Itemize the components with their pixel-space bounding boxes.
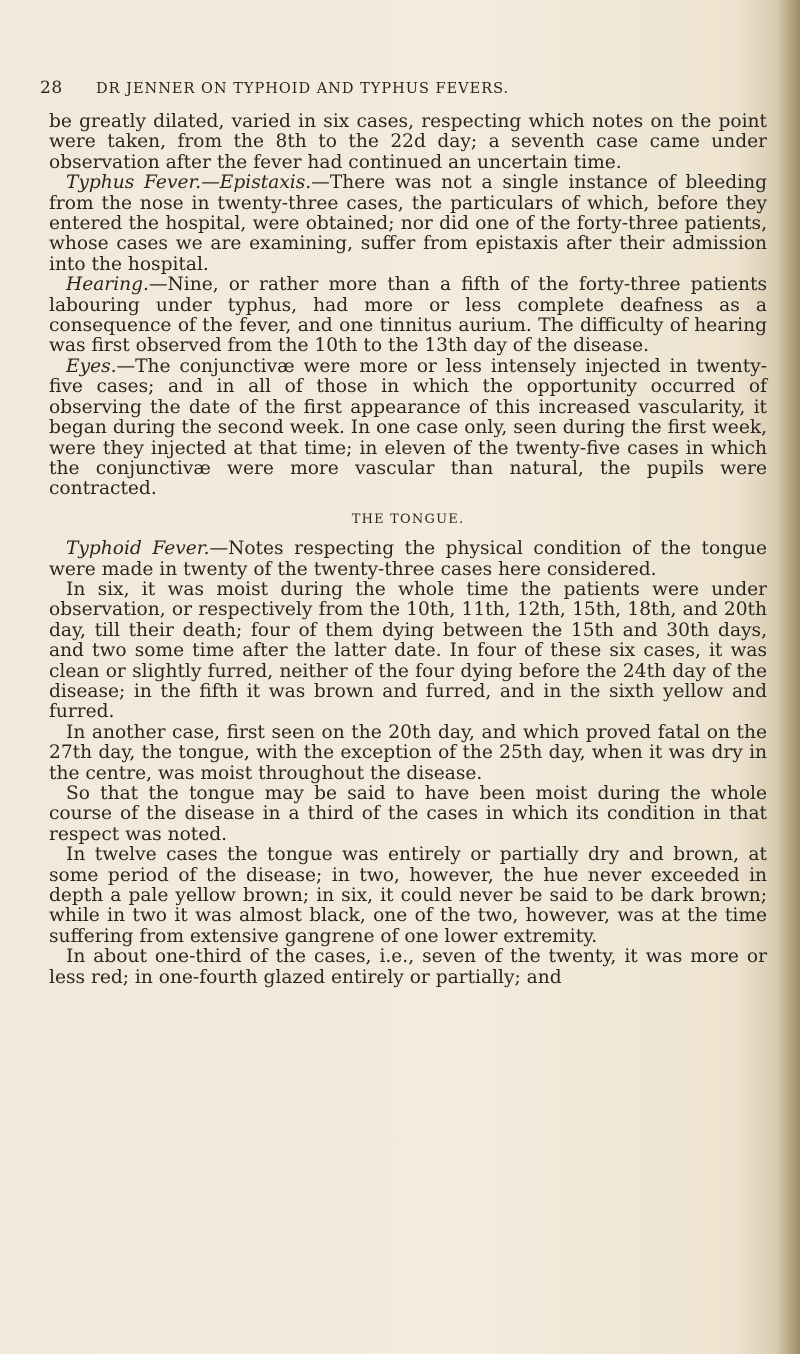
paragraph: be greatly dilated, varied in six cases, respecting which notes on the point were taken, from the 8th to the 22d day; a seventh case came under observation after the fever had continued an uncertain time.	[49, 111, 767, 173]
paragraph-lead: Typhus Fever.—Epistaxis.	[66, 172, 312, 194]
paragraph: So that the tongue may be said to have been moist during the whole course of the disease in a third of the cases in which its condition in that respect was noted.	[49, 783, 767, 845]
paragraph-lead: Hearing.	[66, 274, 149, 296]
paragraph: Hearing.—Nine, or rather more than a fifth of the forty-three patients labouring under typhus, had more or less complete deafness as a consequence of the fever, and one tinnitus aurium. The difficulty of hearing was first observed from the 10th to the 13th day of the disease.	[49, 274, 767, 357]
paragraph-lead: Eyes.	[66, 355, 117, 377]
body-text	[49, 112, 767, 988]
paragraph: In twelve cases the tongue was entirely or partially dry and brown, at some period of the disease; in two, however, the hue never exceeded in depth a pale yellow brown; in six, it could never be said to be dark brown; while in two it was almost black, one of the two, however, was at the time suffering from extensive gangrene of one lower extremity.	[49, 844, 767, 947]
paragraph: In six, it was moist during the whole time the patients were under observation, or respectively from the 10th, 11th, 12th, 15th, 18th, and 20th day, till their death; four of them dying between the 15th and 30th days, and two some time after the latter date. In four of these six cases, it was clean or slightly furred, neither of the four dying before the 24th day of the disease; in the fifth it was brown and furred, and in the sixth yellow and furred.	[49, 578, 767, 723]
paragraph: In another case, first seen on the 20th day, and which proved fatal on the 27th day, the tongue, with the exception of the 25th day, when it was dry in the centre, was moist throughout the disease.	[49, 721, 767, 784]
page-number: 28	[40, 78, 63, 98]
paragraph: Typhus Fever.—Epistaxis.—There was not a single instance of bleeding from the nose in twenty-three cases, the particulars of which, before they entered the hospital, were obtained; nor did one of the forty-three patients, whose cases we are examining, suffer from epistaxis after their admission into the hospital.	[49, 172, 767, 275]
section-heading: THE TONGUE.	[351, 511, 465, 527]
paragraph-lead: Typhoid Fever.	[66, 538, 210, 560]
running-title: DR JENNER ON TYPHOID AND TYPHUS FEVERS.	[96, 81, 510, 97]
paragraph: Eyes.—The conjunctivæ were more or less intensely injected in twenty-five cases; and in all of those in which the opportunity occurred of observing the date of the first appearance of this increased vascularity, it began during the second week. In one case only, seen during the first week, were they injected at that time; in eleven of the twenty-five cases in which the conjunctivæ were more vascular than natural, the pupils were contracted.	[49, 355, 767, 500]
paragraph: In about one-third of the cases, i.e., seven of the twenty, it was more or less red; in one-fourth glazed entirely or partially; and	[49, 946, 767, 988]
page-edge-shadow	[776, 0, 800, 1354]
paragraph: Typhoid Fever.—Notes respecting the physical condition of the tongue were made in twenty of the twenty-three cases here considered.	[49, 538, 768, 580]
